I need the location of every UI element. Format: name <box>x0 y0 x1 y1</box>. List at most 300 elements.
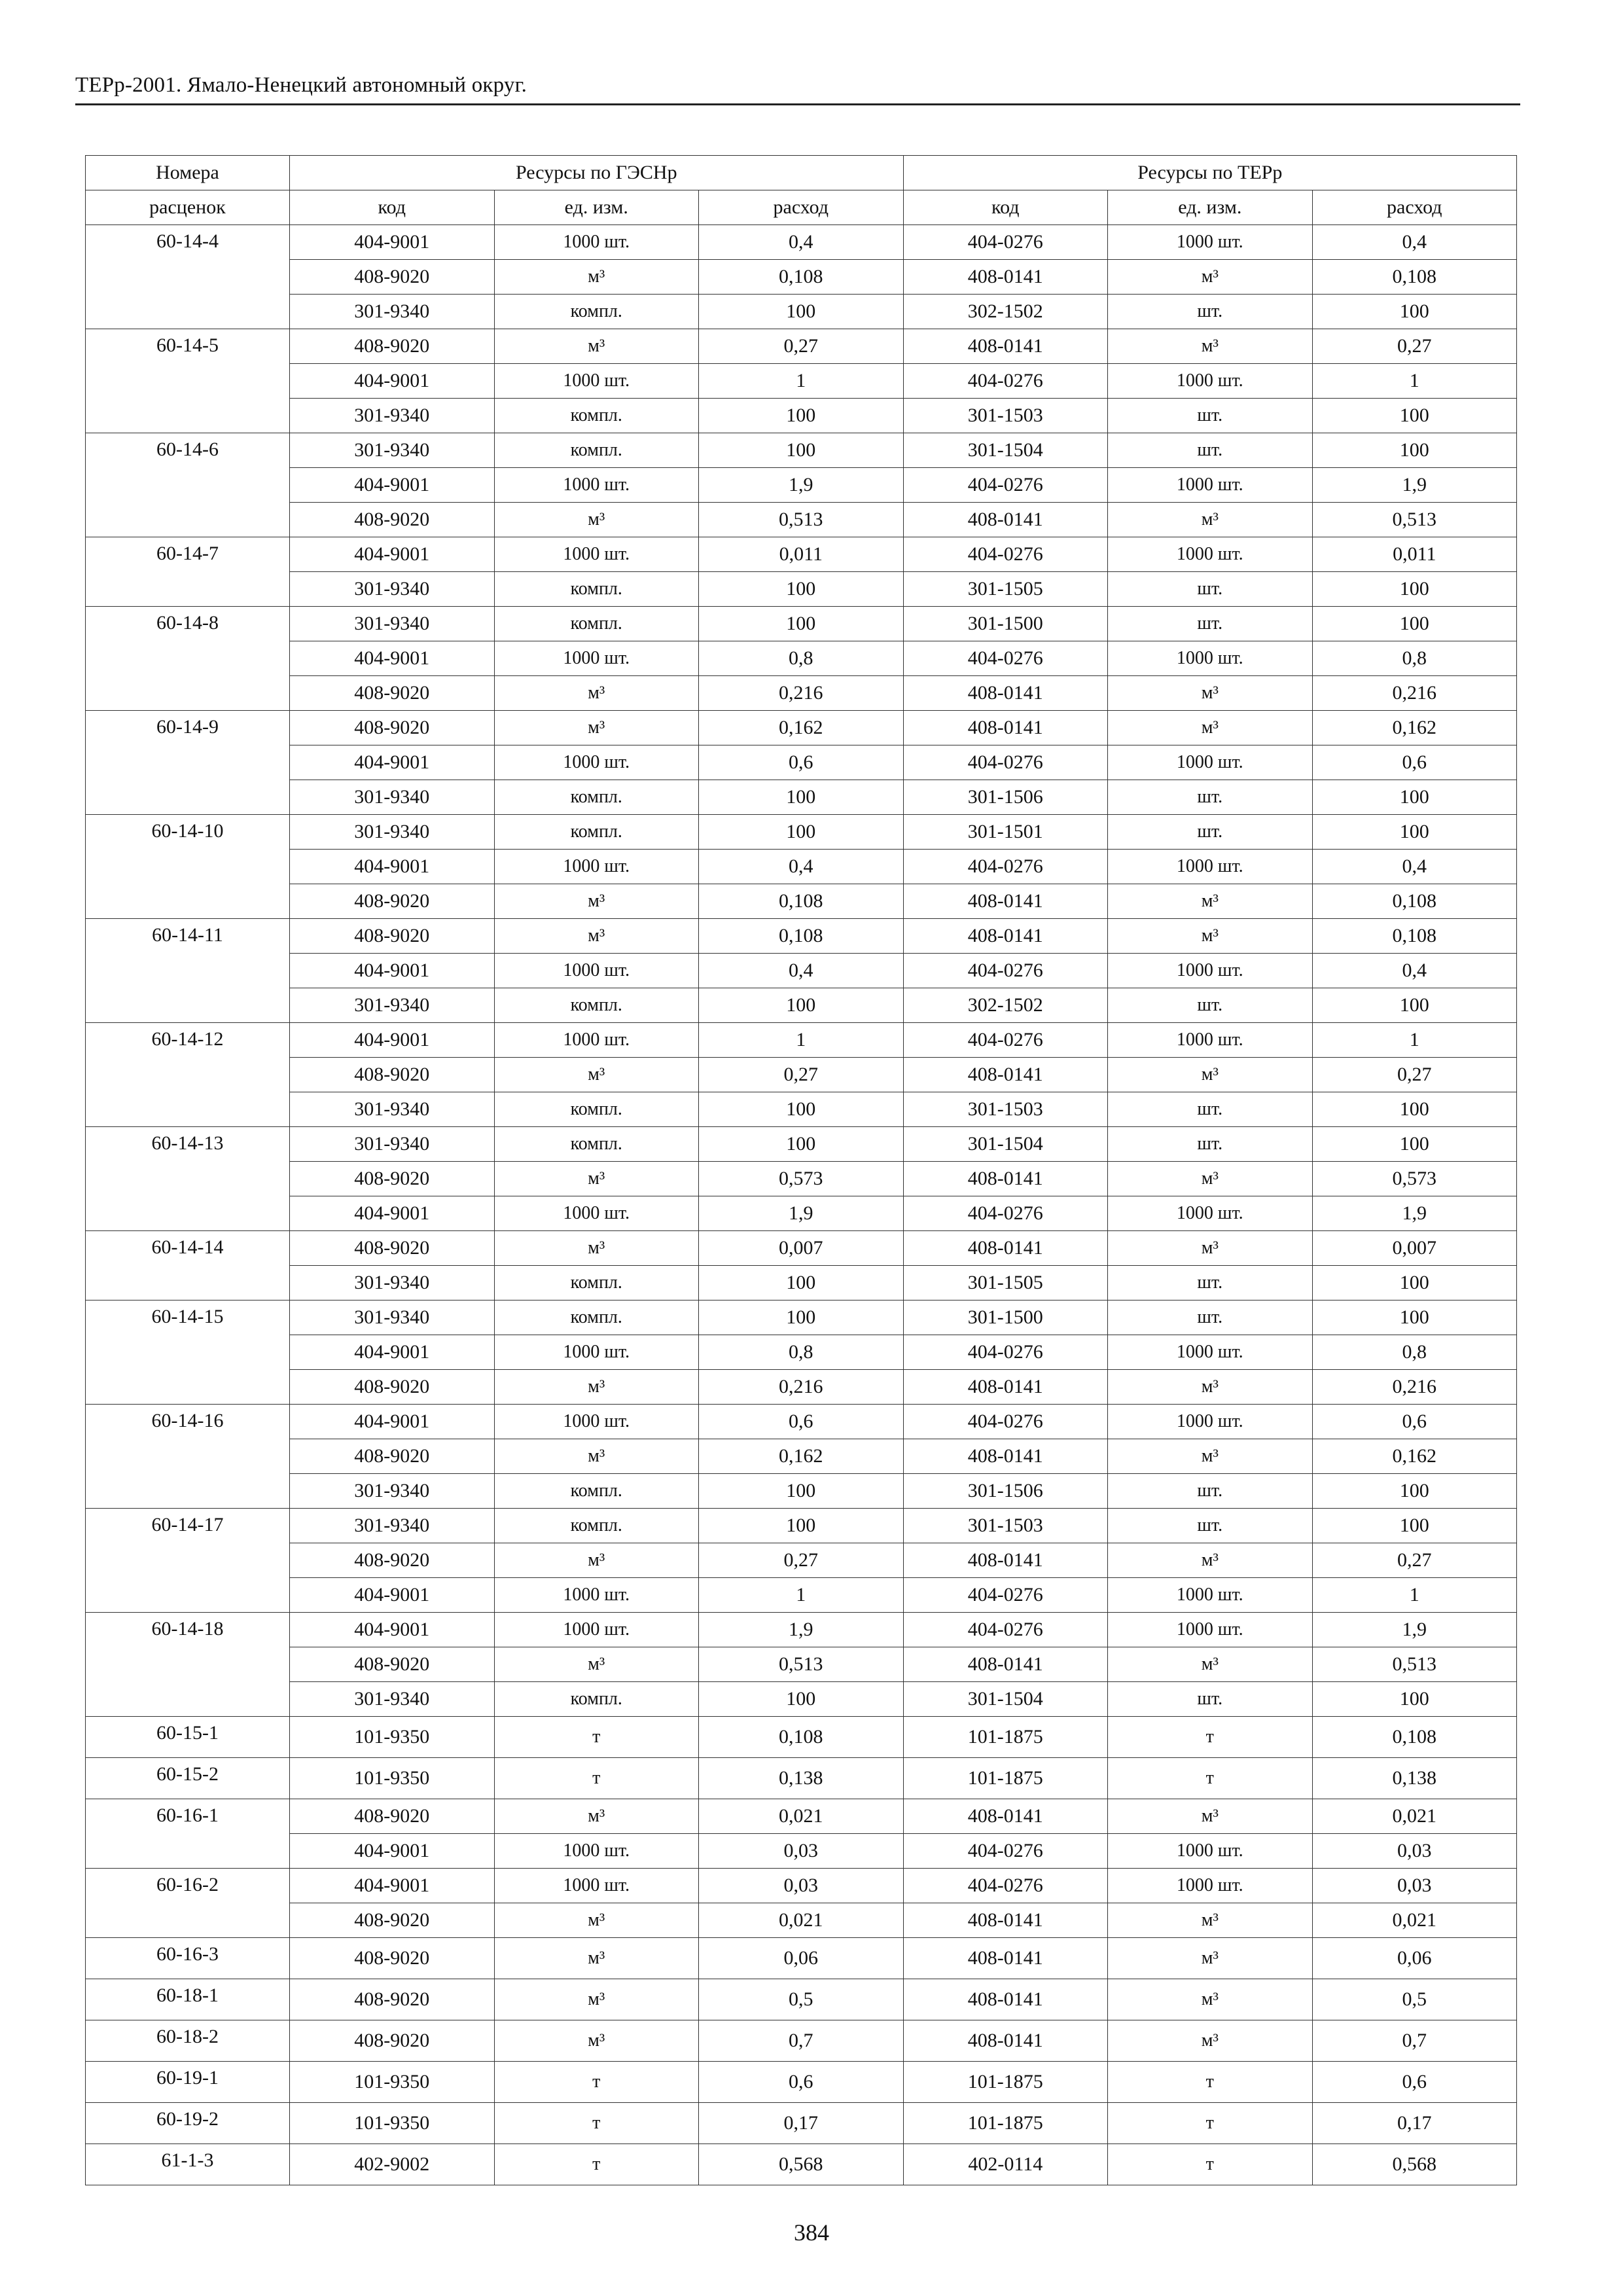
ter-code-cell: 404-0276 <box>903 364 1108 399</box>
gesn-unit-cell: компл. <box>494 399 699 433</box>
table-row <box>86 607 1517 641</box>
ter-qty-cell: 100 <box>1312 607 1517 641</box>
gesn-code-cell: 404-9001 <box>290 1023 495 1058</box>
gesn-qty-cell: 100 <box>699 295 904 329</box>
gesn-qty-cell: 0,8 <box>699 641 904 676</box>
gesn-unit-cell: м³ <box>494 676 699 711</box>
rate-number-cell: 60-16-3 <box>86 1938 290 1979</box>
header-group-ter: Ресурсы по ТЕРр <box>903 156 1517 190</box>
gesn-qty-cell: 1,9 <box>699 1613 904 1647</box>
gesn-unit-cell: м³ <box>494 1938 699 1979</box>
ter-code-cell: 408-0141 <box>903 2020 1108 2062</box>
gesn-code-cell: 301-9340 <box>290 780 495 815</box>
ter-unit-cell: м³ <box>1108 1439 1313 1474</box>
gesn-unit-cell: компл. <box>494 572 699 607</box>
ter-code-cell: 404-0276 <box>903 1405 1108 1439</box>
gesn-code-cell: 408-9020 <box>290 1543 495 1578</box>
ter-qty-cell: 100 <box>1312 780 1517 815</box>
table-row <box>86 295 1517 329</box>
ter-code-cell: 408-0141 <box>903 1799 1108 1834</box>
rate-number-cell: 60-14-10 <box>86 815 290 919</box>
ter-code-cell: 101-1875 <box>903 2103 1108 2144</box>
ter-qty-cell: 0,03 <box>1312 1834 1517 1869</box>
gesn-qty-cell: 0,8 <box>699 1335 904 1370</box>
gesn-qty-cell: 0,568 <box>699 2144 904 2185</box>
table-row <box>86 572 1517 607</box>
ter-qty-cell: 1 <box>1312 1023 1517 1058</box>
gesn-code-cell: 301-9340 <box>290 1092 495 1127</box>
ter-unit-cell: шт. <box>1108 607 1313 641</box>
gesn-qty-cell: 0,17 <box>699 2103 904 2144</box>
ter-unit-cell: шт. <box>1108 1127 1313 1162</box>
gesn-code-cell: 404-9001 <box>290 1869 495 1903</box>
gesn-unit-cell: т <box>494 1717 699 1758</box>
table-row <box>86 1758 1517 1799</box>
ter-code-cell: 404-0276 <box>903 850 1108 884</box>
ter-code-cell: 408-0141 <box>903 1979 1108 2020</box>
gesn-code-cell: 408-9020 <box>290 329 495 364</box>
ter-code-cell: 408-0141 <box>903 1647 1108 1682</box>
ter-unit-cell: м³ <box>1108 1979 1313 2020</box>
gesn-unit-cell: м³ <box>494 329 699 364</box>
header-gesn-code: код <box>290 190 495 225</box>
ter-code-cell: 408-0141 <box>903 329 1108 364</box>
table-row <box>86 1509 1517 1543</box>
gesn-unit-cell: м³ <box>494 260 699 295</box>
ter-code-cell: 301-1505 <box>903 572 1108 607</box>
ter-unit-cell: 1000 шт. <box>1108 364 1313 399</box>
gesn-code-cell: 404-9001 <box>290 537 495 572</box>
ter-qty-cell: 100 <box>1312 815 1517 850</box>
table-row <box>86 1370 1517 1405</box>
gesn-unit-cell: 1000 шт. <box>494 1405 699 1439</box>
ter-qty-cell: 0,216 <box>1312 1370 1517 1405</box>
ter-code-cell: 408-0141 <box>903 1370 1108 1405</box>
resources-table <box>85 155 1517 2185</box>
gesn-unit-cell: компл. <box>494 780 699 815</box>
gesn-unit-cell: компл. <box>494 1474 699 1509</box>
table-row <box>86 745 1517 780</box>
gesn-unit-cell: 1000 шт. <box>494 225 699 260</box>
gesn-code-cell: 408-9020 <box>290 1903 495 1938</box>
table-row <box>86 1682 1517 1717</box>
gesn-code-cell: 404-9001 <box>290 364 495 399</box>
ter-qty-cell: 1 <box>1312 1578 1517 1613</box>
gesn-qty-cell: 0,216 <box>699 676 904 711</box>
gesn-qty-cell: 1 <box>699 1023 904 1058</box>
page-header-title: ТЕРр-2001. Ямало-Ненецкий автономный округ. <box>75 73 527 97</box>
table-row <box>86 1869 1517 1903</box>
ter-code-cell: 408-0141 <box>903 503 1108 537</box>
ter-unit-cell: м³ <box>1108 884 1313 919</box>
ter-qty-cell: 1 <box>1312 364 1517 399</box>
gesn-qty-cell: 100 <box>699 433 904 468</box>
ter-unit-cell: шт. <box>1108 399 1313 433</box>
gesn-code-cell: 301-9340 <box>290 1300 495 1335</box>
ter-qty-cell: 0,7 <box>1312 2020 1517 2062</box>
ter-qty-cell: 100 <box>1312 1474 1517 1509</box>
ter-qty-cell: 0,021 <box>1312 1903 1517 1938</box>
gesn-code-cell: 301-9340 <box>290 1127 495 1162</box>
ter-unit-cell: шт. <box>1108 1474 1313 1509</box>
ter-code-cell: 404-0276 <box>903 1335 1108 1370</box>
ter-qty-cell: 0,568 <box>1312 2144 1517 2185</box>
gesn-unit-cell: компл. <box>494 1509 699 1543</box>
gesn-unit-cell: м³ <box>494 1231 699 1266</box>
ter-qty-cell: 0,108 <box>1312 260 1517 295</box>
gesn-qty-cell: 0,021 <box>699 1799 904 1834</box>
gesn-code-cell: 101-9350 <box>290 2103 495 2144</box>
rate-number-cell: 60-14-11 <box>86 919 290 1023</box>
table-row <box>86 1938 1517 1979</box>
ter-qty-cell: 1,9 <box>1312 1613 1517 1647</box>
table-row <box>86 1231 1517 1266</box>
gesn-code-cell: 101-9350 <box>290 1758 495 1799</box>
ter-code-cell: 301-1500 <box>903 607 1108 641</box>
ter-unit-cell: 1000 шт. <box>1108 745 1313 780</box>
ter-unit-cell: 1000 шт. <box>1108 1405 1313 1439</box>
gesn-code-cell: 408-9020 <box>290 503 495 537</box>
gesn-unit-cell: 1000 шт. <box>494 954 699 988</box>
gesn-unit-cell: 1000 шт. <box>494 1578 699 1613</box>
ter-code-cell: 404-0276 <box>903 1578 1108 1613</box>
rate-number-cell: 60-14-16 <box>86 1405 290 1509</box>
rate-number-cell: 60-14-4 <box>86 225 290 329</box>
table-row <box>86 2020 1517 2062</box>
gesn-qty-cell: 0,5 <box>699 1979 904 2020</box>
gesn-unit-cell: 1000 шт. <box>494 1196 699 1231</box>
gesn-unit-cell: 1000 шт. <box>494 641 699 676</box>
gesn-code-cell: 408-9020 <box>290 711 495 745</box>
ter-qty-cell: 0,03 <box>1312 1869 1517 1903</box>
ter-unit-cell: 1000 шт. <box>1108 1834 1313 1869</box>
ter-qty-cell: 0,513 <box>1312 1647 1517 1682</box>
gesn-code-cell: 408-9020 <box>290 1439 495 1474</box>
ter-unit-cell: м³ <box>1108 1938 1313 1979</box>
ter-unit-cell: м³ <box>1108 329 1313 364</box>
gesn-code-cell: 408-9020 <box>290 260 495 295</box>
ter-code-cell: 101-1875 <box>903 1717 1108 1758</box>
ter-qty-cell: 100 <box>1312 1092 1517 1127</box>
ter-unit-cell: шт. <box>1108 1509 1313 1543</box>
rate-number-cell: 60-14-15 <box>86 1300 290 1405</box>
ter-unit-cell: 1000 шт. <box>1108 1869 1313 1903</box>
table-row <box>86 1834 1517 1869</box>
gesn-code-cell: 101-9350 <box>290 1717 495 1758</box>
gesn-qty-cell: 0,4 <box>699 225 904 260</box>
gesn-unit-cell: м³ <box>494 1799 699 1834</box>
ter-unit-cell: шт. <box>1108 1266 1313 1300</box>
gesn-code-cell: 301-9340 <box>290 1474 495 1509</box>
ter-unit-cell: 1000 шт. <box>1108 1578 1313 1613</box>
ter-qty-cell: 0,6 <box>1312 2062 1517 2103</box>
rate-number-cell: 60-14-9 <box>86 711 290 815</box>
gesn-unit-cell: 1000 шт. <box>494 745 699 780</box>
ter-code-cell: 408-0141 <box>903 1938 1108 1979</box>
ter-unit-cell: шт. <box>1108 1682 1313 1717</box>
gesn-qty-cell: 100 <box>699 1509 904 1543</box>
table-head-row-groups <box>86 156 1517 190</box>
rate-number-cell: 60-15-1 <box>86 1717 290 1758</box>
gesn-qty-cell: 0,108 <box>699 919 904 954</box>
gesn-qty-cell: 0,021 <box>699 1903 904 1938</box>
ter-code-cell: 301-1504 <box>903 1127 1108 1162</box>
rate-number-cell: 60-19-2 <box>86 2103 290 2144</box>
ter-code-cell: 301-1506 <box>903 780 1108 815</box>
ter-code-cell: 301-1506 <box>903 1474 1108 1509</box>
gesn-code-cell: 404-9001 <box>290 1578 495 1613</box>
ter-qty-cell: 0,27 <box>1312 1543 1517 1578</box>
page-number: 384 <box>794 2219 829 2246</box>
gesn-unit-cell: 1000 шт. <box>494 1869 699 1903</box>
ter-code-cell: 404-0276 <box>903 225 1108 260</box>
table-row <box>86 329 1517 364</box>
gesn-unit-cell: 1000 шт. <box>494 537 699 572</box>
table-row <box>86 1543 1517 1578</box>
gesn-qty-cell: 0,162 <box>699 1439 904 1474</box>
gesn-qty-cell: 0,6 <box>699 745 904 780</box>
gesn-qty-cell: 0,6 <box>699 1405 904 1439</box>
ter-qty-cell: 0,8 <box>1312 1335 1517 1370</box>
gesn-qty-cell: 0,06 <box>699 1938 904 1979</box>
ter-qty-cell: 0,162 <box>1312 711 1517 745</box>
rate-number-cell: 60-14-8 <box>86 607 290 711</box>
gesn-qty-cell: 100 <box>699 1474 904 1509</box>
gesn-qty-cell: 100 <box>699 1266 904 1300</box>
gesn-code-cell: 408-9020 <box>290 1799 495 1834</box>
table-row <box>86 433 1517 468</box>
ter-qty-cell: 100 <box>1312 1266 1517 1300</box>
ter-unit-cell: шт. <box>1108 780 1313 815</box>
gesn-code-cell: 404-9001 <box>290 225 495 260</box>
ter-qty-cell: 1,9 <box>1312 468 1517 503</box>
table-row <box>86 260 1517 295</box>
ter-unit-cell: шт. <box>1108 1092 1313 1127</box>
gesn-qty-cell: 0,007 <box>699 1231 904 1266</box>
gesn-unit-cell: т <box>494 2144 699 2185</box>
ter-qty-cell: 0,8 <box>1312 641 1517 676</box>
table-row <box>86 1196 1517 1231</box>
ter-code-cell: 408-0141 <box>903 676 1108 711</box>
header-group-gesn: Ресурсы по ГЭСНр <box>290 156 904 190</box>
gesn-unit-cell: м³ <box>494 884 699 919</box>
ter-qty-cell: 0,021 <box>1312 1799 1517 1834</box>
table-row <box>86 988 1517 1023</box>
gesn-code-cell: 301-9340 <box>290 295 495 329</box>
gesn-code-cell: 408-9020 <box>290 1058 495 1092</box>
ter-unit-cell: шт. <box>1108 433 1313 468</box>
gesn-code-cell: 408-9020 <box>290 1979 495 2020</box>
ter-code-cell: 402-0114 <box>903 2144 1108 2185</box>
gesn-qty-cell: 0,108 <box>699 260 904 295</box>
gesn-code-cell: 408-9020 <box>290 919 495 954</box>
gesn-unit-cell: компл. <box>494 433 699 468</box>
gesn-qty-cell: 0,27 <box>699 1543 904 1578</box>
gesn-code-cell: 408-9020 <box>290 1647 495 1682</box>
gesn-code-cell: 408-9020 <box>290 676 495 711</box>
gesn-qty-cell: 100 <box>699 1682 904 1717</box>
ter-qty-cell: 0,108 <box>1312 884 1517 919</box>
ter-qty-cell: 0,138 <box>1312 1758 1517 1799</box>
rate-number-cell: 60-14-13 <box>86 1127 290 1231</box>
gesn-qty-cell: 1,9 <box>699 1196 904 1231</box>
ter-qty-cell: 0,4 <box>1312 954 1517 988</box>
ter-unit-cell: м³ <box>1108 1799 1313 1834</box>
ter-code-cell: 301-1503 <box>903 1509 1108 1543</box>
ter-unit-cell: м³ <box>1108 919 1313 954</box>
gesn-qty-cell: 1,9 <box>699 468 904 503</box>
ter-unit-cell: 1000 шт. <box>1108 1023 1313 1058</box>
gesn-code-cell: 404-9001 <box>290 641 495 676</box>
ter-code-cell: 301-1504 <box>903 1682 1108 1717</box>
ter-code-cell: 101-1875 <box>903 1758 1108 1799</box>
ter-qty-cell: 0,162 <box>1312 1439 1517 1474</box>
gesn-qty-cell: 100 <box>699 1300 904 1335</box>
gesn-unit-cell: м³ <box>494 919 699 954</box>
ter-qty-cell: 100 <box>1312 988 1517 1023</box>
gesn-qty-cell: 0,4 <box>699 850 904 884</box>
ter-code-cell: 301-1500 <box>903 1300 1108 1335</box>
gesn-qty-cell: 100 <box>699 988 904 1023</box>
ter-qty-cell: 0,4 <box>1312 225 1517 260</box>
table-row <box>86 1127 1517 1162</box>
table-row <box>86 1300 1517 1335</box>
header-gesn-unit: ед. изм. <box>494 190 699 225</box>
gesn-qty-cell: 0,4 <box>699 954 904 988</box>
ter-qty-cell: 0,573 <box>1312 1162 1517 1196</box>
ter-unit-cell: м³ <box>1108 1370 1313 1405</box>
ter-qty-cell: 100 <box>1312 1127 1517 1162</box>
gesn-qty-cell: 1 <box>699 1578 904 1613</box>
table-row <box>86 537 1517 572</box>
gesn-code-cell: 101-9350 <box>290 2062 495 2103</box>
table-row <box>86 1647 1517 1682</box>
gesn-qty-cell: 100 <box>699 780 904 815</box>
ter-qty-cell: 0,007 <box>1312 1231 1517 1266</box>
gesn-code-cell: 301-9340 <box>290 433 495 468</box>
ter-unit-cell: т <box>1108 2144 1313 2185</box>
gesn-code-cell: 301-9340 <box>290 815 495 850</box>
ter-unit-cell: м³ <box>1108 711 1313 745</box>
table-row <box>86 1405 1517 1439</box>
ter-code-cell: 404-0276 <box>903 537 1108 572</box>
table-row <box>86 364 1517 399</box>
header-rate-numbers-bottom: расценок <box>86 190 290 225</box>
ter-code-cell: 301-1501 <box>903 815 1108 850</box>
gesn-qty-cell: 100 <box>699 607 904 641</box>
gesn-unit-cell: 1000 шт. <box>494 1335 699 1370</box>
gesn-code-cell: 408-9020 <box>290 2020 495 2062</box>
ter-code-cell: 408-0141 <box>903 711 1108 745</box>
gesn-unit-cell: компл. <box>494 1682 699 1717</box>
table-row <box>86 1162 1517 1196</box>
rate-number-cell: 60-14-18 <box>86 1613 290 1717</box>
ter-code-cell: 404-0276 <box>903 1869 1108 1903</box>
ter-unit-cell: м³ <box>1108 503 1313 537</box>
table-row <box>86 884 1517 919</box>
gesn-unit-cell: компл. <box>494 295 699 329</box>
table-body <box>86 225 1517 2185</box>
header-gesn-qty: расход <box>699 190 904 225</box>
gesn-unit-cell: т <box>494 2103 699 2144</box>
rate-number-cell: 60-16-2 <box>86 1869 290 1938</box>
ter-unit-cell: м³ <box>1108 2020 1313 2062</box>
gesn-unit-cell: м³ <box>494 1162 699 1196</box>
gesn-qty-cell: 0,216 <box>699 1370 904 1405</box>
ter-qty-cell: 0,108 <box>1312 1717 1517 1758</box>
ter-unit-cell: шт. <box>1108 815 1313 850</box>
table-row <box>86 1474 1517 1509</box>
gesn-unit-cell: м³ <box>494 503 699 537</box>
table-row <box>86 1717 1517 1758</box>
table-row <box>86 2062 1517 2103</box>
gesn-unit-cell: 1000 шт. <box>494 468 699 503</box>
gesn-code-cell: 404-9001 <box>290 1405 495 1439</box>
ter-qty-cell: 0,27 <box>1312 329 1517 364</box>
ter-unit-cell: 1000 шт. <box>1108 1613 1313 1647</box>
gesn-qty-cell: 0,162 <box>699 711 904 745</box>
gesn-unit-cell: м³ <box>494 1647 699 1682</box>
ter-unit-cell: шт. <box>1108 1300 1313 1335</box>
table-row <box>86 1439 1517 1474</box>
gesn-code-cell: 404-9001 <box>290 850 495 884</box>
rate-number-cell: 60-14-6 <box>86 433 290 537</box>
ter-qty-cell: 0,6 <box>1312 745 1517 780</box>
ter-qty-cell: 1,9 <box>1312 1196 1517 1231</box>
table-row <box>86 850 1517 884</box>
gesn-unit-cell: т <box>494 1758 699 1799</box>
rate-number-cell: 60-14-14 <box>86 1231 290 1300</box>
table-row <box>86 919 1517 954</box>
table-row <box>86 1335 1517 1370</box>
ter-qty-cell: 0,17 <box>1312 2103 1517 2144</box>
ter-code-cell: 408-0141 <box>903 1231 1108 1266</box>
ter-unit-cell: т <box>1108 2062 1313 2103</box>
rate-number-cell: 60-14-12 <box>86 1023 290 1127</box>
gesn-unit-cell: м³ <box>494 1439 699 1474</box>
ter-code-cell: 408-0141 <box>903 919 1108 954</box>
gesn-unit-cell: 1000 шт. <box>494 1834 699 1869</box>
table-row <box>86 815 1517 850</box>
rate-number-cell: 60-19-1 <box>86 2062 290 2103</box>
ter-qty-cell: 0,108 <box>1312 919 1517 954</box>
ter-code-cell: 408-0141 <box>903 1162 1108 1196</box>
gesn-qty-cell: 0,27 <box>699 1058 904 1092</box>
header-ter-code: код <box>903 190 1108 225</box>
gesn-unit-cell: 1000 шт. <box>494 1023 699 1058</box>
gesn-code-cell: 301-9340 <box>290 1266 495 1300</box>
gesn-unit-cell: м³ <box>494 1543 699 1578</box>
table-head-row-columns <box>86 190 1517 225</box>
ter-code-cell: 301-1503 <box>903 399 1108 433</box>
ter-code-cell: 404-0276 <box>903 1613 1108 1647</box>
gesn-qty-cell: 0,7 <box>699 2020 904 2062</box>
gesn-qty-cell: 0,573 <box>699 1162 904 1196</box>
ter-code-cell: 404-0276 <box>903 1834 1108 1869</box>
ter-unit-cell: т <box>1108 2103 1313 2144</box>
gesn-unit-cell: компл. <box>494 988 699 1023</box>
gesn-qty-cell: 100 <box>699 399 904 433</box>
ter-unit-cell: м³ <box>1108 260 1313 295</box>
gesn-unit-cell: м³ <box>494 1903 699 1938</box>
table-row <box>86 2144 1517 2185</box>
ter-unit-cell: шт. <box>1108 572 1313 607</box>
rate-number-cell: 60-18-2 <box>86 2020 290 2062</box>
gesn-code-cell: 402-9002 <box>290 2144 495 2185</box>
table-row <box>86 954 1517 988</box>
gesn-unit-cell: компл. <box>494 1300 699 1335</box>
gesn-code-cell: 404-9001 <box>290 1613 495 1647</box>
